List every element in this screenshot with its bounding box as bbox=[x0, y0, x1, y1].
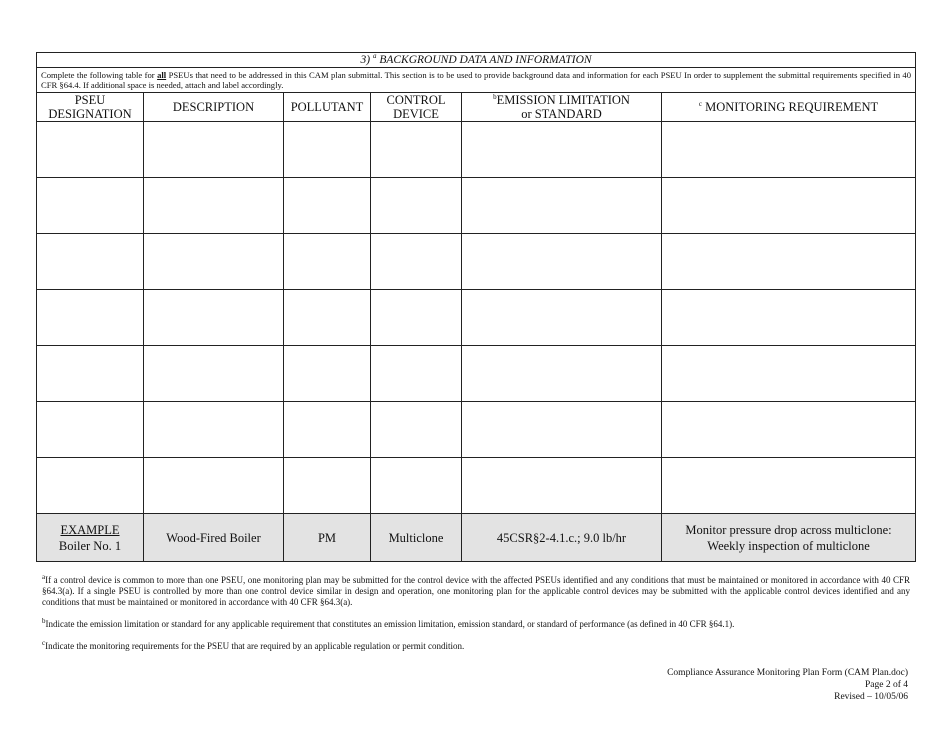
section-title-text: BACKGROUND DATA AND INFORMATION bbox=[379, 54, 592, 66]
control-device-cell[interactable] bbox=[371, 290, 462, 346]
table-row bbox=[37, 290, 916, 346]
emission-limitation-cell[interactable] bbox=[462, 234, 662, 290]
footer-page-number: Page 2 of 4 bbox=[864, 680, 908, 690]
col-description: DESCRIPTION bbox=[144, 93, 284, 122]
pseu-designation-cell[interactable] bbox=[37, 346, 144, 402]
pseu-designation-cell[interactable] bbox=[37, 290, 144, 346]
footnote-a-marker: a bbox=[42, 573, 46, 581]
example-control-device: Multiclone bbox=[371, 514, 462, 562]
description-cell[interactable] bbox=[144, 290, 284, 346]
footnote-c-marker: c bbox=[42, 639, 46, 647]
table-row bbox=[37, 234, 916, 290]
description-cell[interactable] bbox=[144, 402, 284, 458]
emission-limitation-cell[interactable] bbox=[462, 402, 662, 458]
emission-limitation-cell[interactable] bbox=[462, 290, 662, 346]
instructions-rest: PSEUs that need to be addressed in this CAM plan submittal. This section is to be used to provide background data and information for each PSEU In order to supplement the submittal requirements specified in 40 CFR §64.4. If additional space is needed, attach and label accordingly. bbox=[41, 70, 912, 90]
control-device-cell[interactable] bbox=[371, 178, 462, 234]
monitoring-requirement-cell[interactable] bbox=[662, 346, 916, 402]
pseu-designation-cell[interactable] bbox=[37, 234, 144, 290]
example-emission-limitation: 45CSR§2-4.1.c.; 9.0 lb/hr bbox=[462, 514, 662, 562]
section-title bbox=[37, 53, 916, 68]
pollutant-cell[interactable] bbox=[284, 178, 371, 234]
table-row bbox=[37, 458, 916, 514]
pollutant-cell[interactable] bbox=[284, 402, 371, 458]
footnote-b bbox=[42, 619, 910, 630]
section-marker: a bbox=[372, 52, 377, 61]
description-cell[interactable] bbox=[144, 346, 284, 402]
pseu-designation-cell[interactable] bbox=[37, 458, 144, 514]
monitoring-requirement-cell[interactable] bbox=[662, 122, 916, 178]
control-device-cell[interactable] bbox=[371, 402, 462, 458]
pseu-designation-cell[interactable] bbox=[37, 178, 144, 234]
footnote-c-text: Indicate the monitoring requirements for the PSEU that are required by an applicable regulation or permit condition. bbox=[45, 641, 465, 651]
emission-limitation-cell[interactable] bbox=[462, 458, 662, 514]
footnote-b-marker: b bbox=[42, 617, 46, 625]
footnote-c bbox=[42, 641, 910, 652]
example-description: Wood-Fired Boiler bbox=[144, 514, 284, 562]
footnote-a-text: If a control device is common to more than one PSEU, one monitoring plan may be submitted for the control device with the affected PSEUs identified and any conditions that must be maintained or monitored in accordance with 40 CFR §64.3(a). If a single PSEU is controlled by more than one control device similar in design and operation, one monitoring plan for the applicable control devices may be submitted with the applicable control devices identified and any conditions that must be maintained or monitored in accordance with 40 CFR §64.3(a). bbox=[42, 575, 910, 607]
description-cell[interactable] bbox=[144, 458, 284, 514]
monitoring-requirement-cell[interactable] bbox=[662, 458, 916, 514]
col-emission-limitation bbox=[462, 93, 662, 122]
instructions-emphasis: all bbox=[157, 70, 167, 80]
pollutant-cell[interactable] bbox=[284, 458, 371, 514]
col-control-line1: CONTROL bbox=[386, 93, 446, 107]
footer-revised-date: Revised – 10/05/06 bbox=[834, 692, 908, 702]
pseu-designation-cell[interactable] bbox=[37, 122, 144, 178]
instructions-lead: Complete the following table for bbox=[41, 70, 155, 80]
pollutant-cell[interactable] bbox=[284, 234, 371, 290]
control-device-cell[interactable] bbox=[371, 122, 462, 178]
emission-limitation-cell[interactable] bbox=[462, 346, 662, 402]
footer-form-name: Compliance Assurance Monitoring Plan Form (CAM Plan.doc) bbox=[667, 668, 908, 678]
example-pseu-cell bbox=[37, 514, 144, 562]
col-pseu-line2: DESIGNATION bbox=[48, 107, 132, 121]
pseu-designation-cell[interactable] bbox=[37, 402, 144, 458]
pollutant-cell[interactable] bbox=[284, 290, 371, 346]
example-label: EXAMPLE bbox=[60, 522, 120, 537]
monitoring-requirement-cell[interactable] bbox=[662, 178, 916, 234]
col-emission-marker: b bbox=[493, 92, 497, 101]
example-monitoring-cell bbox=[662, 514, 916, 562]
col-monitoring-text: MONITORING REQUIREMENT bbox=[705, 100, 879, 114]
control-device-cell[interactable] bbox=[371, 458, 462, 514]
pollutant-cell[interactable] bbox=[284, 346, 371, 402]
header-row bbox=[37, 93, 916, 122]
col-monitoring-marker: c bbox=[698, 99, 702, 108]
monitoring-requirement-cell[interactable] bbox=[662, 402, 916, 458]
monitoring-requirement-cell[interactable] bbox=[662, 234, 916, 290]
page-footer bbox=[667, 667, 908, 703]
col-pseu-designation bbox=[37, 93, 144, 122]
footnote-a bbox=[42, 575, 910, 608]
example-monitoring-line2: Weekly inspection of multiclone bbox=[707, 538, 870, 553]
col-control-line2: DEVICE bbox=[393, 107, 439, 121]
footnote-b-text: Indicate the emission limitation or standard for any applicable requirement that constitutes an emission limitation, emission standard, or standard of performance (as defined in 40 CFR §64.1). bbox=[45, 619, 735, 629]
pollutant-cell[interactable] bbox=[284, 122, 371, 178]
emission-limitation-cell[interactable] bbox=[462, 178, 662, 234]
background-data-table bbox=[36, 52, 916, 562]
section-number: 3) bbox=[360, 54, 371, 66]
example-pseu: Boiler No. 1 bbox=[58, 538, 122, 553]
col-emission-line2: or STANDARD bbox=[521, 107, 602, 121]
col-monitoring-requirement bbox=[662, 93, 916, 122]
monitoring-requirement-cell[interactable] bbox=[662, 290, 916, 346]
table-row bbox=[37, 402, 916, 458]
col-pseu-line1: PSEU bbox=[74, 93, 106, 107]
col-pollutant: POLLUTANT bbox=[284, 93, 371, 122]
table-row bbox=[37, 346, 916, 402]
description-cell[interactable] bbox=[144, 122, 284, 178]
col-emission-line1: EMISSION LIMITATION bbox=[496, 93, 630, 107]
instructions bbox=[37, 68, 916, 93]
table-row bbox=[37, 178, 916, 234]
table-row bbox=[37, 122, 916, 178]
example-monitoring-line1: Monitor pressure drop across multiclone: bbox=[685, 522, 892, 537]
control-device-cell[interactable] bbox=[371, 346, 462, 402]
example-row bbox=[37, 514, 916, 562]
example-pollutant: PM bbox=[284, 514, 371, 562]
emission-limitation-cell[interactable] bbox=[462, 122, 662, 178]
control-device-cell[interactable] bbox=[371, 234, 462, 290]
description-cell[interactable] bbox=[144, 234, 284, 290]
description-cell[interactable] bbox=[144, 178, 284, 234]
col-control-device bbox=[371, 93, 462, 122]
